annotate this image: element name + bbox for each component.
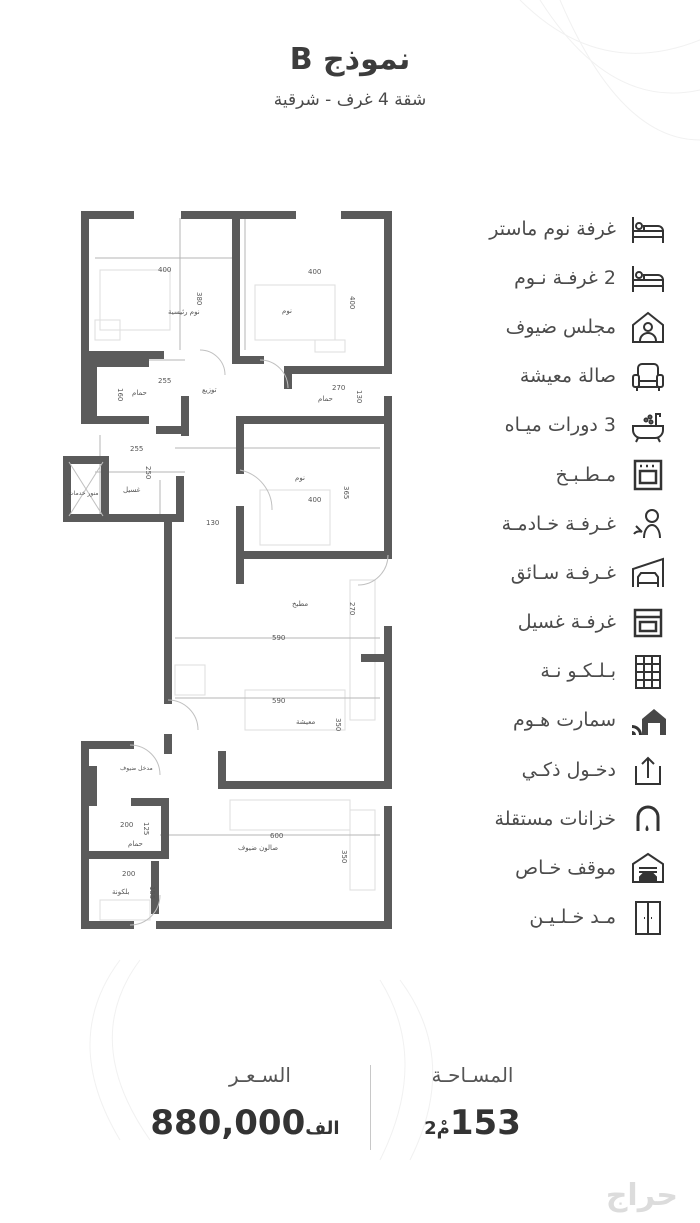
feature-item — [406, 794, 666, 843]
guest-house-icon — [630, 309, 666, 345]
plan-label: 250 — [144, 466, 152, 480]
feature-label: خزانات مستقلة — [494, 807, 616, 830]
feature-item — [406, 745, 666, 794]
plan-label: توزيع — [202, 386, 217, 394]
feature-label: سمارت هـوم — [513, 709, 616, 732]
watermark: حراج — [605, 1178, 678, 1213]
area-value — [400, 1103, 545, 1143]
feature-label: صالة معيشة — [519, 365, 616, 388]
feature-label: مـد خـلـيـن — [529, 906, 616, 929]
smart-entry-icon — [630, 752, 666, 788]
price-unit: الف — [305, 1118, 340, 1139]
feature-item — [406, 204, 666, 253]
feature-item — [406, 893, 666, 942]
bathtub-icon — [630, 408, 666, 444]
plan-label: بلكونة — [112, 888, 130, 896]
plan-label: 400 — [158, 266, 172, 274]
plan-label: 380 — [195, 292, 203, 306]
plan-label: 400 — [308, 268, 322, 276]
feature-item — [406, 696, 666, 745]
plan-label: 350 — [340, 850, 348, 864]
feature-item — [406, 647, 666, 696]
info-divider — [370, 1065, 371, 1150]
plan-label: منور خدمات — [68, 490, 99, 497]
plan-label: 130 — [355, 390, 363, 404]
feature-item — [406, 598, 666, 647]
plan-label: 200 — [122, 870, 136, 878]
oven-icon — [630, 457, 666, 493]
plan-label: 590 — [272, 634, 286, 642]
bed-icon — [630, 211, 666, 247]
feature-item — [406, 352, 666, 401]
plan-label: 400 — [308, 496, 322, 504]
plan-label: 125 — [142, 822, 150, 836]
feature-label: موقف خـاص — [515, 857, 616, 880]
tank-icon — [630, 801, 666, 837]
feature-item — [406, 401, 666, 450]
plan-label: 255 — [158, 377, 172, 385]
floor-plan — [60, 210, 400, 935]
parking-icon — [630, 850, 666, 886]
smart-home-icon — [630, 703, 666, 739]
plan-label: حمام — [318, 395, 333, 403]
washer-icon — [630, 605, 666, 641]
armchair-icon — [630, 359, 666, 395]
plan-label: نوم — [282, 307, 292, 315]
plan-label: مطبخ — [292, 600, 309, 608]
page-subtitle: شقة 4 غرف - شرقية — [273, 90, 427, 110]
plan-label: 255 — [130, 445, 144, 453]
feature-label: مـطـبـخ — [555, 463, 616, 486]
feature-label: بـلـكـو نـة — [540, 660, 616, 683]
two-doors-icon — [630, 900, 666, 936]
plan-label: صالون ضيوف — [238, 844, 279, 852]
garage-car-icon — [630, 555, 666, 591]
plan-label: نوم رئيسية — [168, 308, 200, 316]
feature-item — [406, 253, 666, 302]
plan-label: غسيل — [123, 486, 141, 494]
plan-walls — [67, 215, 388, 925]
area-unit: مْ2 — [424, 1118, 450, 1139]
plan-label: 590 — [272, 697, 286, 705]
plan-label: معيشة — [296, 718, 316, 726]
plan-label: 155 — [148, 886, 156, 900]
price-label: السـعـر — [229, 1063, 291, 1087]
plan-label: 200 — [120, 821, 134, 829]
price-value — [130, 1103, 360, 1143]
plan-label: 600 — [270, 832, 284, 840]
feature-label: 2 غرفـة نـوم — [514, 266, 616, 289]
plan-label: 400 — [348, 296, 356, 310]
plan-label: حمام — [132, 389, 147, 397]
feature-item — [406, 499, 666, 548]
plan-label: مدخل ضيوف — [120, 765, 153, 772]
plan-label: 270 — [332, 384, 346, 392]
plan-label: 350 — [334, 718, 342, 732]
feature-item — [406, 450, 666, 499]
area-label: المسـاحـة — [431, 1063, 514, 1087]
area-number: 153 — [449, 1103, 521, 1143]
feature-label: غـرفـة سـائق — [510, 561, 616, 584]
bed-icon — [630, 260, 666, 296]
plan-label: 270 — [348, 602, 356, 616]
feature-label: مجلس ضيوف — [505, 315, 616, 338]
feature-label: غـرفـة خـادمـة — [501, 512, 616, 535]
plan-label: 130 — [206, 519, 220, 527]
feature-item — [406, 843, 666, 892]
features-list — [406, 204, 666, 942]
plan-label: نوم — [295, 474, 305, 482]
maid-icon — [630, 506, 666, 542]
feature-label: غرفة نوم ماستر — [489, 217, 616, 240]
feature-label: 3 دورات ميـاه — [504, 414, 616, 437]
feature-label: دخـول ذكـي — [521, 758, 616, 781]
plan-label: 365 — [342, 486, 350, 500]
feature-item — [406, 548, 666, 597]
plan-label: 160 — [116, 388, 124, 402]
price-number: 880,000 — [150, 1103, 306, 1143]
window-icon — [630, 654, 666, 690]
page-title: نموذج B — [289, 42, 411, 77]
feature-item — [406, 302, 666, 351]
feature-label: غرفـة غسيل — [517, 611, 616, 634]
plan-label: حمام — [128, 840, 143, 848]
